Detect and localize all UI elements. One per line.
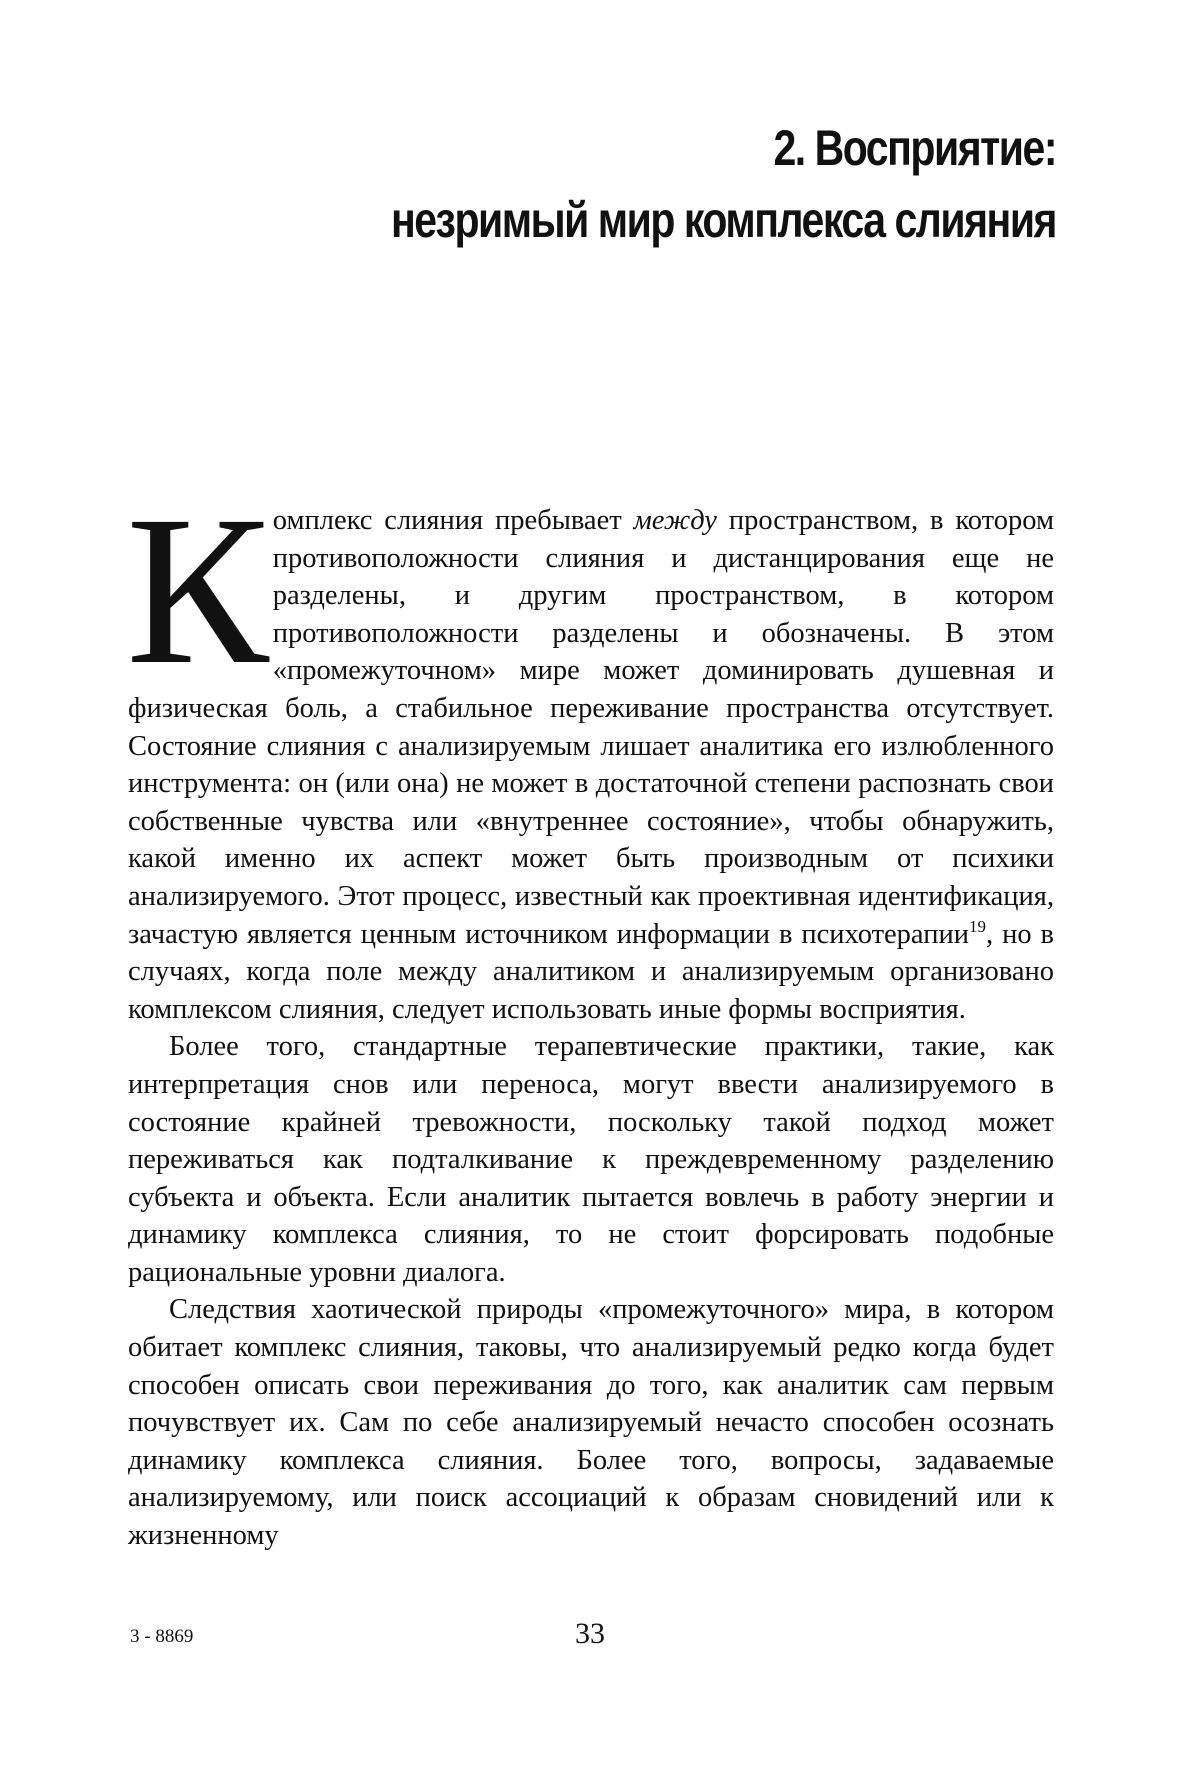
paragraph-1-text-c: , но в случаях, когда поле между аналитиком и анализируемым организовано комплексом слияния, следует использовать иные формы восприятия.: [128, 918, 1054, 1025]
drop-cap: К: [126, 472, 269, 709]
chapter-title: [156, 112, 1056, 256]
paragraph-1-text-b: пространством, в котором противоположности слияния и дистанцирования еще не разделены, и другим пространством, в котором противоположности разделены и обозначены. В этом «промежуточном» мире может доминировать душевная и физическая боль, а стабильное переживание пространства отсутствует. Состояние слияния с анализируемым лишает аналитика его излюбленного инструмента: он (или она) не может в достаточной степени распознать свои собственные чувства или «внутреннее состояние», чтобы обнаружить, какой именно их аспект может быть производным от психики анализируемого. Этот процесс, известный как проективная идентификация, зачастую является ценным источником информации в психотерапии: [128, 505, 1054, 950]
footnote-reference[interactable]: 19: [968, 916, 986, 936]
paragraph-1: [126, 472, 1054, 1028]
page-number: 33: [575, 1617, 605, 1650]
paragraph-2: Более того, стандартные терапевтические практики, такие, как интерпретация снов или переноса, могут ввести анализируемого в состояние крайней тревожности, поскольку такой подход может переживаться как подталкивание к преждевременному разделению субъекта и объекта. Если аналитик пытается вовлечь в работу энергии и динамику комплекса слияния, то не стоит форсировать подобные рациональные уровни диалога.: [128, 1031, 1054, 1288]
chapter-title-line-2: незримый мир комплекса слияния: [390, 192, 1057, 248]
chapter-title-line-1: 2. Восприятие:: [773, 120, 1056, 176]
paragraph-3: Следствия хаотической природы «промежуточного» мира, в котором обитает комплекс слияния, таковы, что анализируемый редко когда будет способен описать свои переживания до того, как аналитик сам первым почувствует их. Сам по себе анализируемый нечасто способен осознать динамику комплекса слияния. Более того, вопросы, задаваемые анализируемому, или поиск ассоциаций к образам сновидений или к жизненному: [128, 1294, 1054, 1552]
paragraph-1-text-a: омплекс слияния пребывает: [272, 505, 634, 536]
body-text: [126, 472, 1054, 1555]
signature-code: 3 - 8869: [130, 1626, 194, 1647]
emphasis-word: между: [633, 505, 717, 536]
